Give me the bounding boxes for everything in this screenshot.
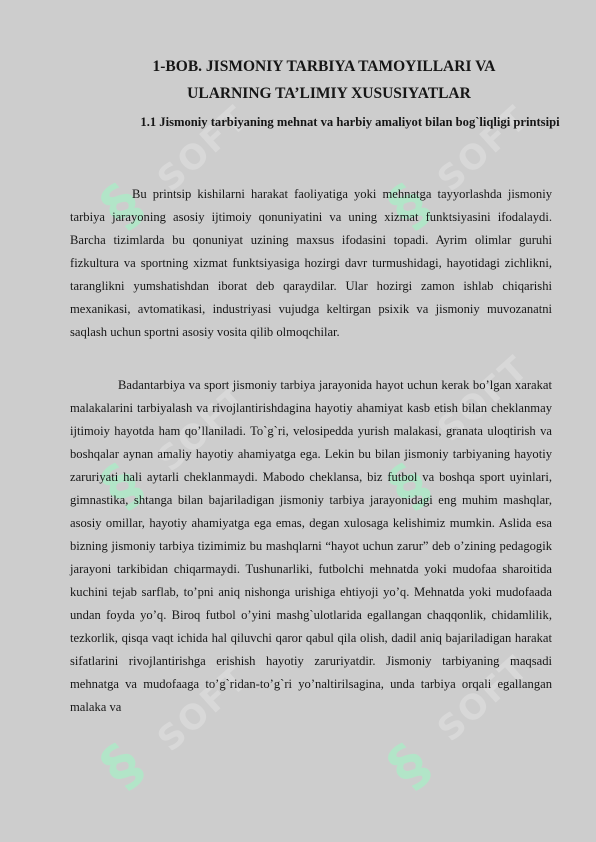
watermark-logo-icon: § [88,170,156,241]
paragraph-1-block [70,183,552,344]
watermark-logo-icon: SOFT [150,657,257,760]
watermark-logo-icon: SOFT [430,347,537,450]
section-title: 1.1 Jismoniy tarbiyaning mehnat va harbiy amaliyot bilan bog`liqligi printsipi [140,115,560,129]
watermark-logo-icon: § [88,730,156,801]
watermark-logo-icon: § [375,170,443,241]
watermark-logo-icon: SOFT [150,97,257,200]
chapter-title-line-1: 1-BOB. JISMONIY TARBIYA TAMOYILLARI VA [152,58,496,75]
watermark-logo-icon: § [375,450,443,521]
watermark-logo-icon: § [375,730,443,801]
watermark-logo-icon: SOFT [430,647,537,750]
paragraph: Bu printsip kishilarni harakat faoliyatiga yoki mehnatga tayyorlashda jismoniy tarbiya jarayoning asosiy ijtimoiy qonuniyatini va uning xizmat funktsiyasini ifodalaydi. Barcha tizimlarda bu qonuniyat uzining maxsus ifodasini topadi. Ayrim olimlar guruhi fizkultura va sportning xizmat funktsiyasiga hozirgi davr turmushidagi, hayotidagi zichlikni, taranglikni yumshatishdan iborat deb qaraydilar. Ular hozirgi zamon ishlab chiqarishi mexanikasi, avtomatikasi, industriyasi vujudga keltirgan psixik va jismoniy muvozanatni saqlash uchun sportni asosiy vosita qilib olmoqchilar. [70,187,552,339]
watermark-logo-icon: SOFT [430,97,537,200]
paragraph-2-block [70,374,552,719]
paragraph: Badantarbiya va sport jismoniy tarbiya jarayonida hayot uchun kerak bo’lgan xarakat malakalarini tarbiyalash va rivojlantirishdagina hayotiy ahamiyat kasb etish bilan cheklanmay ijtimoiy hayotda ham qo’llaniladi. To`g`ri, velosipedda yurish malakasi, granata uloqtirish va boshqalar aynan amaliy hayotiy ahamiyatga ega. Lekin bu bilan jismoniy tarbiyaning hayotiy zaruriyati hali aytarli cheklanmaydi. Mabodo cheklansa, biz futbol va boshqa sport uyinlari, gimnastika, shtanga bilan bajariladigan jismoniy tarbiya jarayonidagi eng muhim mashqlar, asosiy omillar, hayotiy ahamiyatga ega emas, degan xulosaga kelishimiz mumkin. Aslida esa bizning jismoniy tarbiya tizimimiz bu mashqlarni “hayot uchun zarur” deb o’zining pedagogik jarayoni tarkibidan chiqarmaydi. Tushunarliki, futbolchi mehnatda yoki mudofaa sharoitida kuchini tejab sarflab, to’pni aniq nishonga urishiga ehtiyoji yo’q. Mehnatda yoki mudofaada undan foyda yo’q. Biroq futbol o’yini mashg`ulotlarida egallangan chaqqonlik, chidamlilik, tezkorlik, qisqa vaqt ichida hal qiluvchi qaror qabul qila olish, dadil aniq bajariladigan harakat sifatlarini rivojlantirishga erishish hayotiy zaruriyatdir. Jismoniy tarbiyaning maqsadi mehnatga va mudofaaga to’g`ridan-to’g`ri yo’naltirilsagina, unda tarbiya orqali egallangan malaka va [70,378,552,714]
chapter-title-line-2: ULARNING TA’LIMIY XUSUSIYATLAR [187,85,471,102]
watermark-logo-icon: § [88,450,156,521]
watermark-logo-icon: SOFT [150,377,257,480]
